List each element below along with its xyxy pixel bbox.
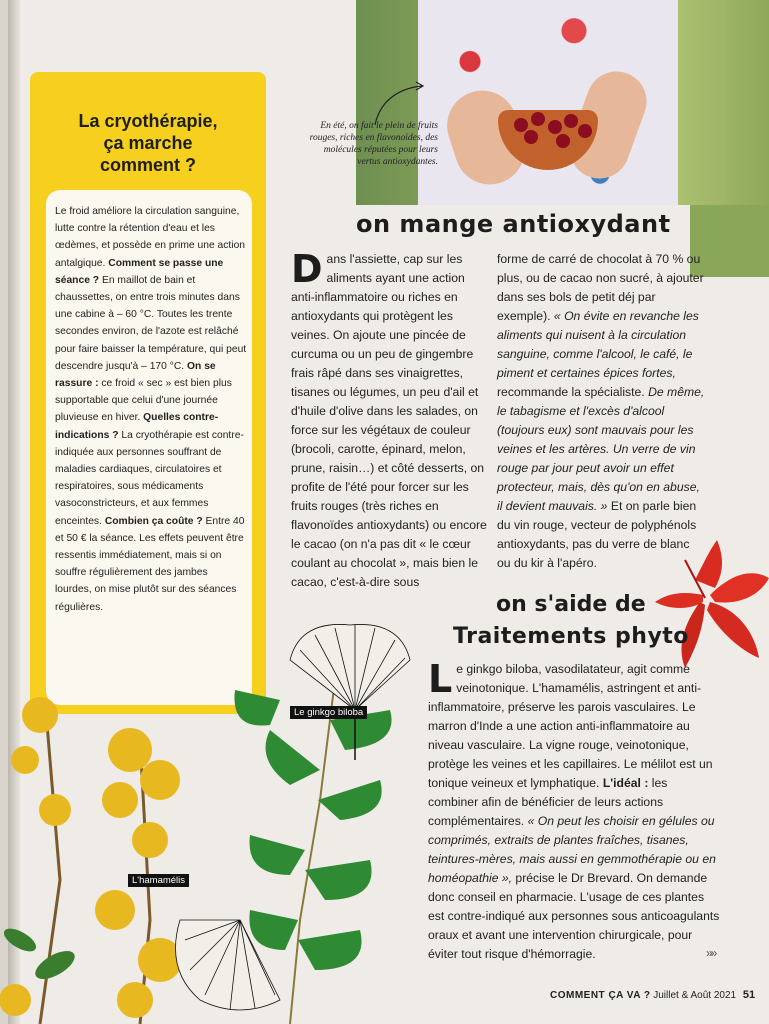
article-quote: « On évite en revanche les aliments qui nuisent à la circulation sanguine, comme l'alcool, le café, le piment et certaines épices fortes, [497, 309, 699, 380]
article-quote: De même, le tabagisme et l'excès d'alcool (toujours eux) sont mauvais pour les veines et les artères. Un verre de vin rouge par jour peut avoir un effet protecteur, mais, dès qu'on en abuse, il devient mauvais. » [497, 385, 705, 513]
page-footer [550, 989, 755, 1001]
hamamelis-leaves [0, 924, 79, 985]
cherry [524, 130, 538, 144]
box-answer: ce froid « sec » est bien plus supportable que celui d'une journée pluvieuse en hiver. [55, 378, 232, 424]
box-answer: En maillot de bain et chaussettes, on entre trois minutes dans une cabine à – 60 °C. Toutes les trente secondes environ, de l'azote est relâché pour faire baisser la température, qui peut descendre jusqu'à – 170 °C. [55, 274, 247, 372]
article-column-2 [497, 250, 705, 573]
cherry [564, 114, 578, 128]
cherry [514, 118, 528, 132]
box-answer: Entre 40 et 50 € la séance. Les effets peuvent être ressentis immédiatement, mais si on souffre régulièrement des jambes lourdes, on mise plutôt sur des séances régulières. [55, 515, 245, 613]
box-title-line: La cryothérapie, [78, 111, 218, 131]
footer-magazine: COMMENT ÇA VA ? [550, 990, 651, 1001]
box-text [55, 203, 247, 616]
article-text: précise le Dr Brevard. On demande donc conseil en pharmacie. L'usage de ces plantes est contre-indiqué aux personnes sous anticoagulants oraux et avant une intervention chirurgicale, pour éviter tout risque d'hémorragie. [428, 871, 720, 961]
article-column-3 [428, 657, 720, 964]
article-quote: « On peut les choisir en gélules ou comprimés, extraits de plantes fraîches, tisanes, teintures-mères, mais aussi en gemmothérapie ou en homéopathie », [428, 814, 716, 885]
cherry [556, 134, 570, 148]
drop-cap: L [428, 657, 453, 701]
hamamelis-label: L'hamamélis [128, 874, 189, 887]
continue-arrows-icon: »» [706, 946, 716, 960]
red-vine-leaf-icon [655, 540, 769, 670]
box-title-line: comment ? [99, 155, 196, 175]
article-text: recommande la spécialiste. [497, 385, 645, 399]
box-question: Combien ça coûte ? [104, 515, 203, 527]
article-text: ans l'assiette, cap sur les aliments ayant une action anti-inflammatoire ou riches en antioxydants qui protègent les veines. On ajoute une pincée de curcuma ou un peu de gingembre frais râpé dans ses vinaigrettes, tisanes ou légumes, un peu d'ail et d'huile d'olive dans les salades, on force sur les végétaux de couleur (brocoli, carotte, épinard, melon, prune, raisin…) et côté desserts, on profite de l'été pour forcer sur les fruits rouges (très riches en flavonoïdes antioxydants) ou encore le cacao (on n'a pas dit « le cœur coulant au chocolat », mais bien le cacao, c'est-à-dire sous [291, 252, 487, 589]
article-text: les combiner afin de bénéficier de leurs actions complémentaires. [428, 776, 668, 828]
article-text: Et on parle bien du vin rouge, vecteur de polyphénols antioxydants, pas du verre de blanc ou du kir à l'apéro. [497, 499, 697, 570]
drop-cap: D [291, 247, 323, 291]
photo-caption: En été, on fait le plein de fruits rouges, riches en flavonoïdes, des molécules réputées pour leurs vertus antioxydantes. [309, 121, 438, 167]
article-text: e ginkgo biloba, vasodilatateur, agit comme veinotonique. L'hamamélis, astringent et anti-inflammatoire, préserve les parois vasculaires. Le marron d'Inde a une action anti-inflammatoire au niveau vasculaire. La vigne rouge, veinotonique, protège les veines et les capillaires. Le mélilot est un tonique veineux et lymphatique. [428, 662, 713, 790]
page-number: 51 [742, 989, 756, 1001]
box-question: Quelles contre-indications ? [55, 412, 219, 441]
cherry [531, 112, 545, 126]
box-title-line: ça marche [103, 133, 193, 153]
ginkgo-label: Le ginkgo biloba [290, 706, 367, 719]
article-text: forme de carré de chocolat à 70 % ou plus, ou de cacao non sucré, à ajouter dans ses bols de petit déj par exemple). [497, 252, 704, 323]
cherry [548, 120, 562, 134]
section-heading-line1: on s'aide de [496, 592, 646, 617]
article-emphasis: L'idéal : [602, 776, 649, 790]
box-title [30, 110, 266, 176]
article-column-1 [291, 247, 487, 592]
box-intro: Le froid améliore la circulation sanguine, lutte contre la rétention d'eau et les œdèmes, et possède en prime une action antalgique. [55, 206, 246, 269]
box-question: Comment se passe une séance ? [55, 257, 224, 286]
footer-issue: Juillet & Août 2021 [653, 990, 737, 1001]
section-heading-antioxydant: on mange antioxydant [356, 210, 671, 238]
box-question: On se rassure : [55, 360, 216, 390]
ginkgo-leaves [234, 690, 391, 970]
botanical-illustration [0, 620, 440, 1024]
box-answer: La cryothérapie est contre-indiquée aux personnes souffrant de maladies cardiaques, circulatoires et respiratoires, sous médicaments vasoconstricteurs, et aux femmes enceintes. [55, 429, 244, 527]
hamamelis-flowers [0, 697, 182, 1018]
section-heading-line2: Traitements phyto [453, 624, 689, 649]
cherry [578, 124, 592, 138]
